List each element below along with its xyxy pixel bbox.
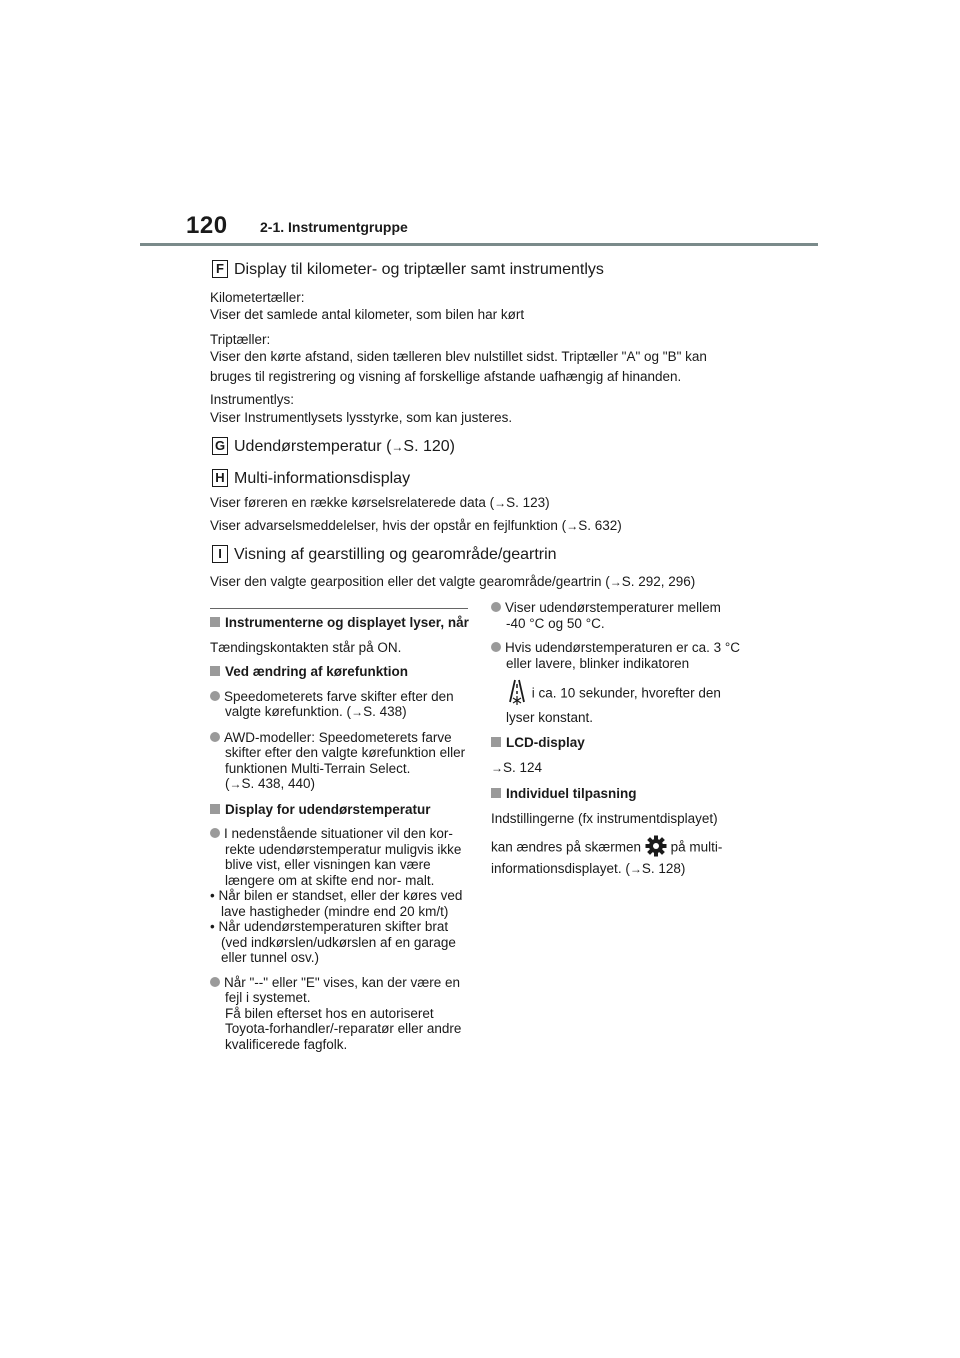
heading-text: LCD-display [506, 735, 585, 750]
h-line-2-ref[interactable]: S. 632) [578, 518, 622, 533]
h-line-2-text: Viser advarselsmeddelelser, hvis der opstår en fejlfunktion ( [210, 518, 567, 533]
section-h-heading [212, 469, 410, 489]
km-label: Kilometertæller: [210, 290, 305, 305]
heading-marker [210, 666, 220, 676]
section-title: 2-1. Instrumentgruppe [260, 219, 408, 235]
item-text: i ca. 10 sekunder, hvorefter den lyser konstant. [506, 685, 721, 725]
item-text: Hvis udendørstemperaturen er ca. 3 °C eller lavere, blinker indikatoren [505, 640, 740, 671]
reference-arrow-icon: → [629, 861, 642, 876]
road-ice-warning-icon [506, 678, 528, 710]
item-text: I nedenstående situationer vil den kor- rekte udendørstemperatur muligvis ikke blive vist, eller visningen kan være længere om at skifte end nor- malt. [224, 826, 462, 888]
section-i-letter: I [212, 545, 228, 563]
page-number: 120 [186, 212, 228, 239]
list-item [491, 640, 741, 671]
trip-label: Triptæller: [210, 332, 271, 347]
item-ref[interactable]: S. 128) [641, 860, 686, 876]
section-f-title: Display til kilometer- og triptæller samt instrumentlys [234, 261, 604, 278]
bullet-dot [491, 602, 501, 612]
item-text: på multi- [666, 839, 723, 855]
i-line-1-ref[interactable]: S. 292, 296) [621, 574, 696, 589]
list-item [210, 826, 472, 966]
heading-text: Display for udendørstemperatur [225, 801, 431, 817]
sub-item: • Når udendørstemperaturen skifter brat (ved indkørslen/udkørslen af en garage eller tunnel osv.) [210, 919, 456, 965]
reference-arrow-icon: → [229, 777, 242, 791]
heading-outside-temp [210, 802, 472, 818]
column-rule [210, 608, 468, 609]
km-text: Viser det samlede antal kilometer, som bilen har kørt [210, 307, 525, 322]
section-f-heading [212, 260, 604, 280]
lights-text: Viser Instrumentlysets lysstyrke, som kan justeres. [210, 410, 513, 425]
heading-marker [210, 804, 220, 814]
reference-arrow-icon: → [494, 496, 507, 510]
lcd-ref-line [491, 760, 741, 777]
item-ref-open: ( [225, 776, 230, 791]
reference-arrow-icon: → [609, 575, 622, 589]
h-line-1-text: Viser føreren en række kørselsrelaterede data ( [210, 495, 495, 510]
section-g-letter: G [212, 437, 228, 455]
section-i-title: Visning af gearstilling og gearområde/geartrin [234, 546, 557, 563]
reference-arrow-icon: → [351, 705, 364, 719]
h-line-1-ref[interactable]: S. 123) [506, 495, 550, 510]
section-i-heading [212, 545, 557, 565]
item-text: informationsdisplayet. ( [491, 860, 630, 876]
h-line-2 [210, 516, 622, 536]
heading-drive-mode [210, 664, 472, 680]
reference-arrow-icon: → [566, 519, 579, 533]
heading-marker [210, 617, 220, 627]
item-text: Speedometerets farve skifter efter den valgte kørefunktion. ( [224, 688, 454, 719]
heading-instruments-lit [210, 615, 472, 631]
reference-arrow-icon: → [491, 760, 503, 775]
icy-road-line [491, 678, 741, 725]
customization-text-2 [491, 835, 741, 877]
heading-text: Individuel tilpasning [506, 786, 637, 801]
customization-text-1: Indstillingerne (fx instrumentdisplayet) [491, 810, 718, 826]
heading-text: Instrumenterne og displayet lyser, når [225, 615, 469, 630]
list-item [210, 689, 472, 721]
i-line-1 [210, 572, 695, 592]
item-text: Viser udendørstemperaturer mellem -40 °C og 50 °C. [505, 600, 721, 631]
left-column [210, 615, 472, 1061]
header-rule [140, 243, 818, 246]
section-g-ref[interactable]: S. 120) [403, 438, 455, 455]
reference-arrow-icon: → [391, 440, 404, 454]
item-text: Få bilen efterset hos en autoriseret Toyota-forhandler/-reparatør eller andre kvalificerede fagfolk. [225, 1005, 462, 1052]
heading-customization [491, 786, 741, 802]
bullet-dot [210, 977, 220, 987]
heading-marker [491, 788, 501, 798]
item-text: kan ændres på skærmen [491, 839, 645, 855]
section-g-title: Udendørstemperatur ( [234, 438, 392, 455]
sub-item: • Når bilen er standset, eller der køres ved lave hastigheder (mindre end 20 km/t) [210, 888, 463, 919]
item-ref[interactable]: S. 438, 440) [241, 776, 316, 791]
right-column [491, 600, 741, 877]
section-g-heading [212, 437, 455, 457]
heading-lcd [491, 735, 741, 751]
section-f-letter: F [212, 260, 228, 278]
bullet-dot [210, 828, 220, 838]
item-ref[interactable]: S. 438) [363, 704, 407, 719]
heading-text: Ved ændring af kørefunktion [225, 664, 409, 679]
i-line-1-text: Viser den valgte gearposition eller det valgte gearområde/geartrin ( [210, 574, 610, 589]
heading-marker [491, 737, 501, 747]
list-item [491, 600, 741, 631]
h-line-1 [210, 493, 550, 513]
trip-text-2: bruges til registrering og visning af forskellige afstande uafhængig af hinanden. [210, 369, 682, 384]
bullet-dot [491, 642, 501, 652]
list-item [210, 975, 472, 1053]
trip-text-1: Viser den kørte afstand, siden tælleren blev nulstillet sidst. Triptæller "A" og "B" kan [210, 349, 707, 364]
instruments-lit-text: Tændingskontakten står på ON. [210, 639, 402, 655]
item-text: Når "--" eller "E" vises, kan der være en fejl i systemet. [224, 974, 460, 1005]
gear-icon [645, 835, 667, 861]
list-item [210, 730, 472, 793]
bullet-dot [210, 732, 220, 742]
item-text: AWD-modeller: Speedometerets farve skifter efter den valgte kørefunktion eller funktionen Multi-Terrain Select. [224, 729, 466, 776]
section-h-letter: H [212, 469, 228, 487]
item-ref[interactable]: S. 124 [503, 759, 543, 775]
section-h-title: Multi-informationsdisplay [234, 470, 411, 487]
bullet-dot [210, 691, 220, 701]
lights-label: Instrumentlys: [210, 392, 295, 407]
